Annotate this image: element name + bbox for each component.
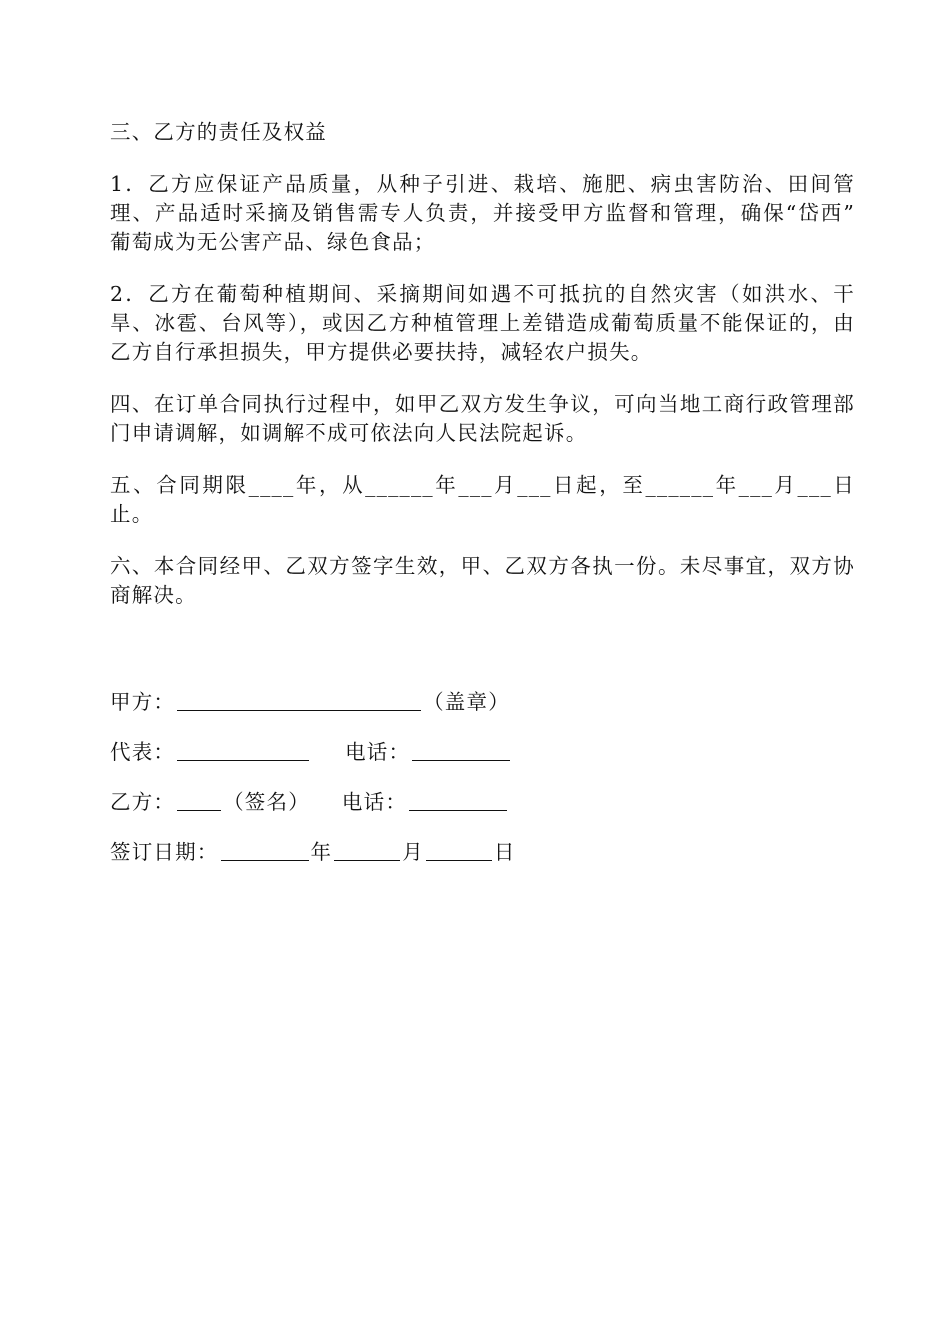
date-label: 签订日期： <box>110 840 219 864</box>
party-a-seal: （盖章） <box>423 690 510 714</box>
phone-label-2: 电话： <box>341 790 408 814</box>
clause-3-2: 2．乙方在葡萄种植期间、采摘期间如遇不可抵抗的自然灾害（如洪水、干旱、冰雹、台风等），或因乙方种植管理上差错造成葡萄质量不能保证的，由乙方自行承担损失，甲方提供必要扶持，减轻农户损失。 <box>110 282 855 364</box>
year-blank <box>221 859 309 861</box>
month-blank <box>334 859 400 861</box>
section-3-heading: 三、乙方的责任及权益 <box>110 120 327 144</box>
phone-blank-2 <box>409 809 507 811</box>
day-blank <box>426 859 492 861</box>
representative-label: 代表： <box>110 740 176 764</box>
section-4: 四、在订单合同执行过程中，如甲乙双方发生争议，可向当地工商行政管理部门申请调解，如调解不成可依法向人民法院起诉。 <box>110 392 855 445</box>
party-b-blank <box>177 809 221 811</box>
signature-block <box>110 688 710 888</box>
representative-line <box>110 738 710 767</box>
day-label: 日 <box>493 840 516 864</box>
party-a-line <box>110 688 710 717</box>
contract-body <box>110 118 863 633</box>
party-b-sign: （签名） <box>223 790 310 814</box>
section-5: 五、合同期限____年，从______年___月___日起，至______年___月___日止。 <box>110 473 855 526</box>
party-b-line <box>110 788 710 817</box>
party-a-blank <box>177 709 421 711</box>
party-b-label: 乙方： <box>110 790 176 814</box>
phone-blank <box>412 759 510 761</box>
phone-label: 电话： <box>345 740 411 764</box>
representative-blank <box>177 759 309 761</box>
party-a-label: 甲方： <box>110 690 176 714</box>
date-line <box>110 838 710 867</box>
year-label: 年 <box>310 840 333 864</box>
month-label: 月 <box>402 840 424 864</box>
clause-3-1: 1．乙方应保证产品质量，从种子引进、栽培、施肥、病虫害防治、田间管理、产品适时采摘及销售需专人负责，并接受甲方监督和管理，确保“岱西” 葡萄成为无公害产品、绿色食品； <box>110 172 863 254</box>
section-6: 六、本合同经甲、乙双方签字生效，甲、乙双方各执一份。未尽事宜，双方协商解决。 <box>110 554 855 607</box>
